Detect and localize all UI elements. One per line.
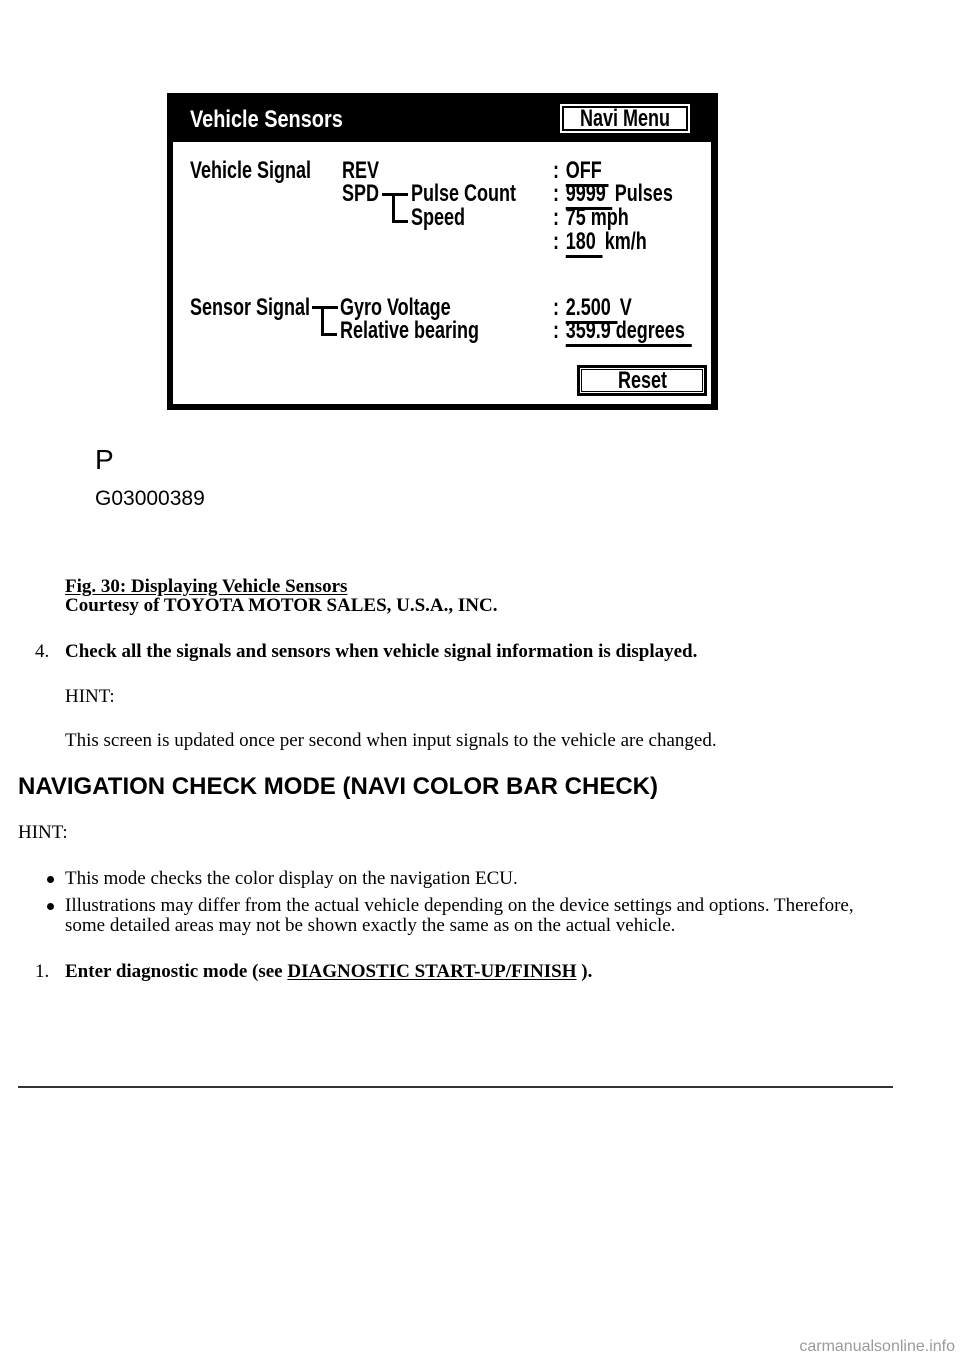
bullet-icon (47, 876, 54, 883)
spd-connector-bottom (392, 220, 408, 223)
screen-title: Vehicle Sensors (190, 106, 343, 133)
reset-button (577, 365, 707, 396)
gyro-voltage-value: 2.500 (566, 294, 618, 324)
spd-connector-vertical (392, 193, 395, 223)
separator: : (553, 317, 559, 344)
rev-value: OFF (566, 157, 609, 187)
bullet-item: Illustrations may differ from the actual vehicle depending on the device settings and options. Therefore, some detailed areas may not be shown exactly the same as on the actual vehicle. (65, 895, 854, 936)
step-1-text-after: ). (576, 961, 593, 982)
separator: : (553, 228, 559, 255)
gyro-voltage-unit: V (619, 294, 632, 321)
separator: : (553, 157, 559, 184)
horizontal-rule (18, 1086, 893, 1088)
figure-code: G03000389 (95, 487, 205, 510)
section-heading: NAVIGATION CHECK MODE (NAVI COLOR BAR CHECK) (18, 773, 658, 800)
sensor-connector-vertical (321, 306, 324, 336)
relative-bearing-label: Relative bearing (340, 317, 480, 344)
speed-mph-value: 75 mph (565, 204, 629, 231)
sensor-connector-top (312, 306, 338, 309)
reset-button-label: Reset (618, 367, 668, 394)
step-1-text (65, 962, 592, 982)
watermark: carmanualsonline.info (799, 1338, 955, 1355)
bullet-icon (47, 903, 54, 910)
step-1-text-before: Enter diagnostic mode (see (65, 961, 288, 982)
gyro-voltage-label: Gyro Voltage (340, 294, 451, 321)
pulse-count-unit: Pulses (614, 180, 673, 207)
separator: : (553, 294, 559, 321)
sensor-signal-label: Sensor Signal (190, 294, 311, 321)
speed-label: Speed (411, 204, 466, 231)
navi-menu-button-label: Navi Menu (580, 105, 671, 132)
pulse-count-value: 9999 (566, 180, 613, 210)
speed-kmh-unit: km/h (604, 228, 647, 255)
step-1-number: 1. (35, 961, 50, 982)
speed-kmh-line (553, 229, 647, 255)
section-hint-label: HINT: (18, 822, 68, 843)
step-4-number: 4. (35, 641, 50, 662)
navi-menu-button (560, 104, 690, 133)
bullet-item: This mode checks the color display on the navigation ECU. (65, 868, 518, 889)
step-4-text: Check all the signals and sensors when vehicle signal information is displayed. (65, 641, 698, 662)
figure-courtesy: Courtesy of TOYOTA MOTOR SALES, U.S.A., INC. (65, 595, 498, 616)
spd-label: SPD (342, 180, 380, 207)
relative-bearing-value: 359.9 degrees (566, 317, 692, 347)
pulse-count-label: Pulse Count (411, 180, 517, 207)
diagnostic-start-up-finish-link[interactable]: DIAGNOSTIC START-UP/FINISH (287, 961, 577, 982)
step-4-hint-label: HINT: (65, 686, 115, 707)
speed-kmh-value: 180 (566, 228, 603, 258)
separator: : (553, 180, 559, 207)
step-4-hint-text: This screen is updated once per second when input signals to the vehicle are changed. (65, 730, 717, 751)
spd-connector-top (382, 193, 408, 196)
relative-bearing-value-line (553, 318, 692, 344)
vehicle-signal-label: Vehicle Signal (190, 157, 312, 184)
figure-corner-mark: P (95, 444, 114, 475)
figure-caption-link[interactable]: Fig. 30: Displaying Vehicle Sensors (65, 576, 348, 597)
sensor-connector-bottom (321, 333, 337, 336)
separator: : (553, 204, 559, 231)
rev-label: REV (342, 157, 380, 184)
